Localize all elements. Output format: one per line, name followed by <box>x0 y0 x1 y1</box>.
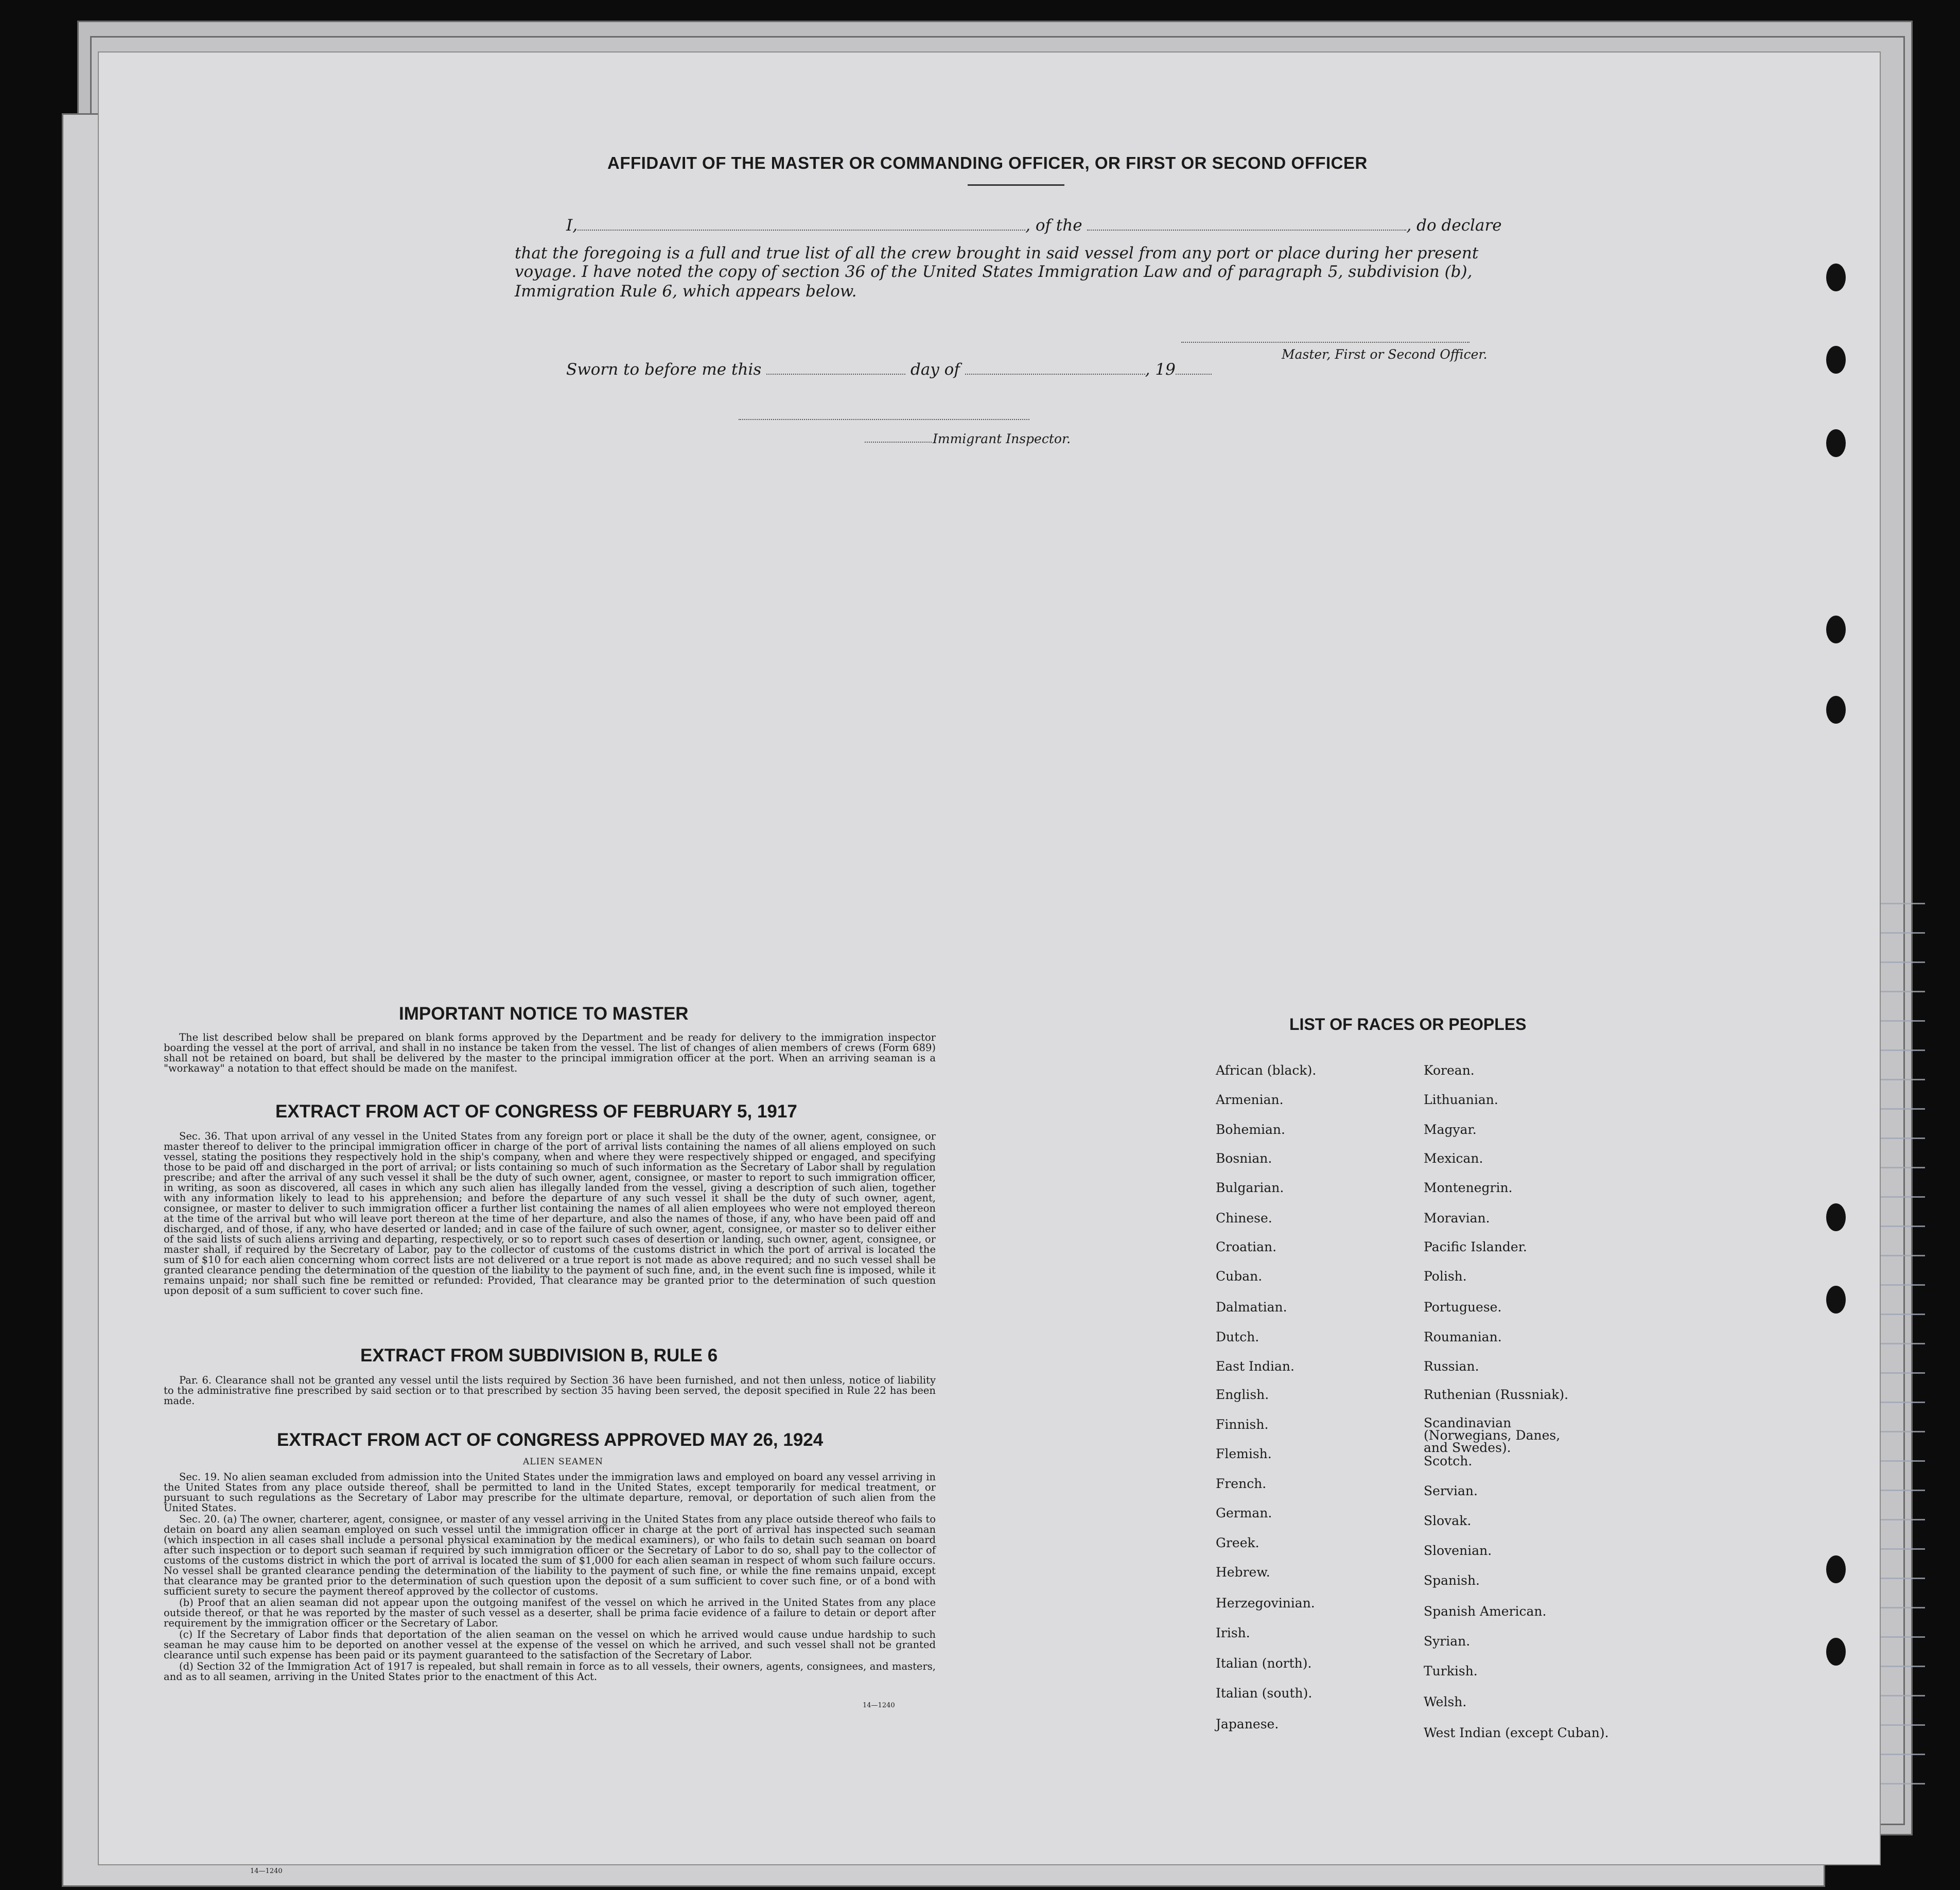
year-blank[interactable] <box>1176 363 1212 375</box>
race-item: Polish. <box>1424 1269 1467 1284</box>
affidavit-i: I, <box>566 216 578 235</box>
race-item: Dutch. <box>1216 1329 1259 1344</box>
punch-hole <box>1826 1638 1846 1666</box>
punch-hole <box>1826 429 1846 457</box>
race-item: Bohemian. <box>1216 1122 1285 1137</box>
inspector-dots <box>865 442 932 443</box>
form-number: 14—1240 <box>863 1702 895 1709</box>
race-item: English. <box>1216 1387 1269 1402</box>
race-item: Spanish. <box>1424 1573 1480 1588</box>
race-item: Flemish. <box>1216 1446 1272 1461</box>
race-item: Montenegrin. <box>1424 1180 1513 1195</box>
race-item: Pacific Islander. <box>1424 1239 1527 1254</box>
race-item: Cuban. <box>1216 1269 1263 1284</box>
race-item: Hebrew. <box>1216 1565 1270 1580</box>
race-item: Moravian. <box>1424 1211 1490 1226</box>
extract-1917-text <box>164 1131 936 1297</box>
name-blank[interactable] <box>577 219 1025 231</box>
sec-20c-paragraph: (c) If the Secretary of Labor finds that deportation of the alien seaman on the vessel on which he arrived would cause undue hardship to such seaman he may cause him to be deported on another vessel at the expense of the vessel on which he arrived, and such vessel shall not be granted clearance until such expense has been paid or its payment guaranteed to the satisfaction of the Secretary of Labor. <box>164 1629 936 1661</box>
race-item: Roumanian. <box>1424 1329 1502 1344</box>
sworn-day-of: day of <box>910 360 960 379</box>
race-item: Finnish. <box>1216 1417 1269 1432</box>
race-item: Scandinavian (Norwegians, Danes, and Swedes). <box>1424 1415 1561 1455</box>
extract-1924-title: EXTRACT FROM ACT OF CONGRESS APPROVED MAY 26, 1924 <box>277 1430 824 1450</box>
race-item: Italian (north). <box>1216 1656 1312 1671</box>
extract-1924-text <box>164 1472 936 1683</box>
vessel-blank[interactable] <box>1087 219 1406 231</box>
sworn-line <box>566 360 1212 379</box>
race-item: Irish. <box>1216 1625 1250 1640</box>
race-item: Greek. <box>1216 1535 1259 1550</box>
inspector-signature-line[interactable] <box>739 419 1029 420</box>
race-item: Dalmatian. <box>1216 1300 1287 1315</box>
notice-title: IMPORTANT NOTICE TO MASTER <box>399 1004 689 1024</box>
races-title: LIST OF RACES OR PEOPLES <box>1289 1015 1527 1034</box>
race-item: Russian. <box>1424 1359 1479 1374</box>
race-item: Korean. <box>1424 1063 1475 1078</box>
extract-rule6-text <box>164 1375 936 1407</box>
punch-hole <box>1826 1286 1846 1314</box>
affidavit-line-1 <box>566 216 1502 235</box>
race-item: West Indian (except Cuban). <box>1424 1725 1609 1740</box>
race-item: African (black). <box>1216 1063 1317 1078</box>
inspector-label: Immigrant Inspector. <box>933 431 1071 446</box>
punch-hole <box>1826 346 1846 374</box>
notice-paragraph: The list described below shall be prepared on blank forms approved by the Department and be ready for delivery to the immigration inspector boarding the vessel at the port of arrival, and shall in no instance be taken from the vessel. The list of changes of alien members of crews (Form 689) shall not be retained on board, but shall be delivered by the master to the principal immigration officer at the port. When an arriving seaman is a "workaway" a notation to that effect should be made on the manifest. <box>164 1031 936 1074</box>
notice-text <box>164 1032 936 1075</box>
section-36-paragraph: Sec. 36. That upon arrival of any vessel in the United States from any foreign port or place it shall be the duty of the owner, agent, consignee, or master thereof to deliver to the principal immigration officer in charge of the port of arrival lists containing the names of all aliens employed on such vessel, stating the positions they respectively hold in the ship's company, when and where they were respectively shipped or engaged, and specifying those to be paid off and discharged in the port of arrival; or lists containing so much of such information as the Secretary of Labor shall by regulation prescribe; and after the arrival of any such vessel it shall be the duty of such owner, agent, consignee, or master to report to such immigration officer, in writing, as soon as discovered, all cases in which any such alien has illegally landed from the vessel, giving a description of such alien, together with any information likely to lead to his apprehension; and before the departure of any such vessel it shall be the duty of such owner, agent, consignee, or master to deliver to such immigration officer a further list containing the names of all alien employees who were not employed thereon at the time of the arrival but who will leave port thereon at the time of her departure, and also the names of those, if any, who have been paid off and discharged, and of those, if any, who have deserted or landed; and in case of the failure of such owner, agent, consignee, or master so to deliver either of the said lists of such aliens arriving and departing, respectively, or so to report such cases of desertion or landing, such owner, agent, consignee, or master shall, if required by the Secretary of Labor, pay to the collector of customs of the customs district in which the port of arrival is located the sum of $10 for each alien concerning whom correct lists are not delivered or a true report is not made as above required; and no such vessel shall be granted clearance pending the determination of the question of the liability to the payment of such fine, and, in the event such fine is imposed, while it remains unpaid; nor shall such fine be remitted or refunded: Provided, That clearance may be granted prior to the determination of such question upon deposit of a sum sufficient to cover such fine. <box>164 1130 936 1297</box>
punch-hole <box>1826 1203 1846 1231</box>
title-rule <box>968 184 1064 186</box>
race-item: Mexican. <box>1424 1151 1483 1166</box>
race-item: Servian. <box>1424 1483 1478 1498</box>
sec-20d-paragraph: (d) Section 32 of the Immigration Act of 1917 is repealed, but shall remain in force as to all vessels, their owners, agents, consignees, and masters, and as to all seamen, arriving in the United States prior to the enactment of this Act. <box>164 1660 936 1683</box>
affidavit-of-the: , of the <box>1025 216 1082 235</box>
sworn-year: , 19 <box>1145 360 1176 379</box>
footer-form-number: 14—1240 <box>250 1867 283 1875</box>
affidavit-line-2: that the foregoing is a full and true list of all the crew brought in said vessel from any port or place during her present <box>515 244 1479 262</box>
affidavit-line-4: Immigration Rule 6, which appears below. <box>515 282 857 301</box>
punch-hole <box>1826 264 1846 291</box>
race-item: Ruthenian (Russniak). <box>1424 1387 1569 1402</box>
race-item: Bulgarian. <box>1216 1180 1284 1195</box>
race-item: Spanish American. <box>1424 1604 1547 1619</box>
race-item: Italian (south). <box>1216 1686 1312 1701</box>
race-item: German. <box>1216 1506 1272 1520</box>
affidavit-line-3: voyage. I have noted the copy of section 36 of the United States Immigration Law and of paragraph 5, subdivision (b), <box>515 262 1473 281</box>
sec-19-paragraph: Sec. 19. No alien seaman excluded from admission into the United States under the immigration laws and employed on board any vessel arriving in the United States from any place outside thereof, shall be permitted to land in the United States, except temporarily for medical treatment, or pursuant to such regulations as the Secretary of Labor may prescribe for the ultimate departure, removal, or deportation of such alien from the United States. <box>164 1471 936 1514</box>
race-item: French. <box>1216 1476 1267 1491</box>
affidavit-declare: , do declare <box>1406 216 1502 235</box>
race-item: Slovenian. <box>1424 1543 1492 1558</box>
sworn-prefix: Sworn to before me this <box>566 360 762 379</box>
race-item: Turkish. <box>1424 1664 1478 1678</box>
alien-seamen-subtitle: ALIEN SEAMEN <box>523 1457 603 1467</box>
master-signature-label: Master, First or Second Officer. <box>1282 347 1487 362</box>
sec-20a-paragraph: Sec. 20. (a) The owner, charterer, agent, consignee, or master of any vessel arriving in the United States from any place outside thereof who fails to detain on board any alien seaman employed on such vessel until the immigration officer in charge at the port of arrival has inspected such seaman (which inspection in all cases shall include a personal physical examination by the medical examiners), or who fails to detain such seaman on board after such inspection or to deport such seaman if required by such immigration officer or the Secretary of Labor to do so, shall pay to the collector of customs of the customs district in which the port of arrival is located the sum of $1,000 for each alien seaman in respect of whom such failure occurs. No vessel shall be granted clearance pending the determination of the liability to the payment of such fine, or while the fine remains unpaid, except that clearance may be granted prior to the determination of such question upon the deposit of a sum sufficient to cover such fine, or of a bond with sufficient surety to secure the payment thereof approved by the collector of customs. <box>164 1513 936 1597</box>
race-item: Magyar. <box>1424 1122 1477 1137</box>
race-item: Syrian. <box>1424 1634 1471 1649</box>
race-item: Chinese. <box>1216 1211 1272 1226</box>
race-item: Japanese. <box>1216 1717 1279 1731</box>
race-item: East Indian. <box>1216 1359 1294 1374</box>
race-item: Welsh. <box>1424 1694 1467 1709</box>
race-item: Bosnian. <box>1216 1151 1272 1166</box>
master-signature-line[interactable] <box>1181 342 1469 343</box>
rule6-paragraph: Par. 6. Clearance shall not be granted any vessel until the lists required by Section 36 have been furnished, and not then unless, notice of liability to the administrative fine prescribed by said section or to that prescribed by section 35 having been served, the deposit specified in Rule 22 has been made. <box>164 1374 936 1407</box>
punch-hole <box>1826 616 1846 643</box>
punch-hole <box>1826 1555 1846 1583</box>
race-item: Slovak. <box>1424 1513 1472 1528</box>
affidavit-title: AFFIDAVIT OF THE MASTER OR COMMANDING OFFICER, OR FIRST OR SECOND OFFICER <box>607 153 1368 172</box>
extract-1917-title: EXTRACT FROM ACT OF CONGRESS OF FEBRUARY 5, 1917 <box>275 1101 797 1122</box>
race-item: Croatian. <box>1216 1239 1277 1254</box>
punch-hole <box>1826 696 1846 724</box>
race-item: Armenian. <box>1216 1092 1284 1107</box>
month-blank[interactable] <box>965 363 1145 375</box>
race-item: Lithuanian. <box>1424 1092 1498 1107</box>
race-item: Herzegovinian. <box>1216 1596 1315 1611</box>
race-item: Portuguese. <box>1424 1300 1502 1315</box>
extract-rule6-title: EXTRACT FROM SUBDIVISION B, RULE 6 <box>360 1345 718 1366</box>
day-blank[interactable] <box>766 363 905 375</box>
sec-20b-paragraph: (b) Proof that an alien seaman did not appear upon the outgoing manifest of the vessel on which he arrived in the United States from any place outside thereof, or that he was reported by the master of such vessel as a deserter, shall be prima facie evidence of a failure to detain or deport after requirement by the immigration officer or the Secretary of Labor. <box>164 1597 936 1629</box>
race-item: Scotch. <box>1424 1454 1473 1468</box>
